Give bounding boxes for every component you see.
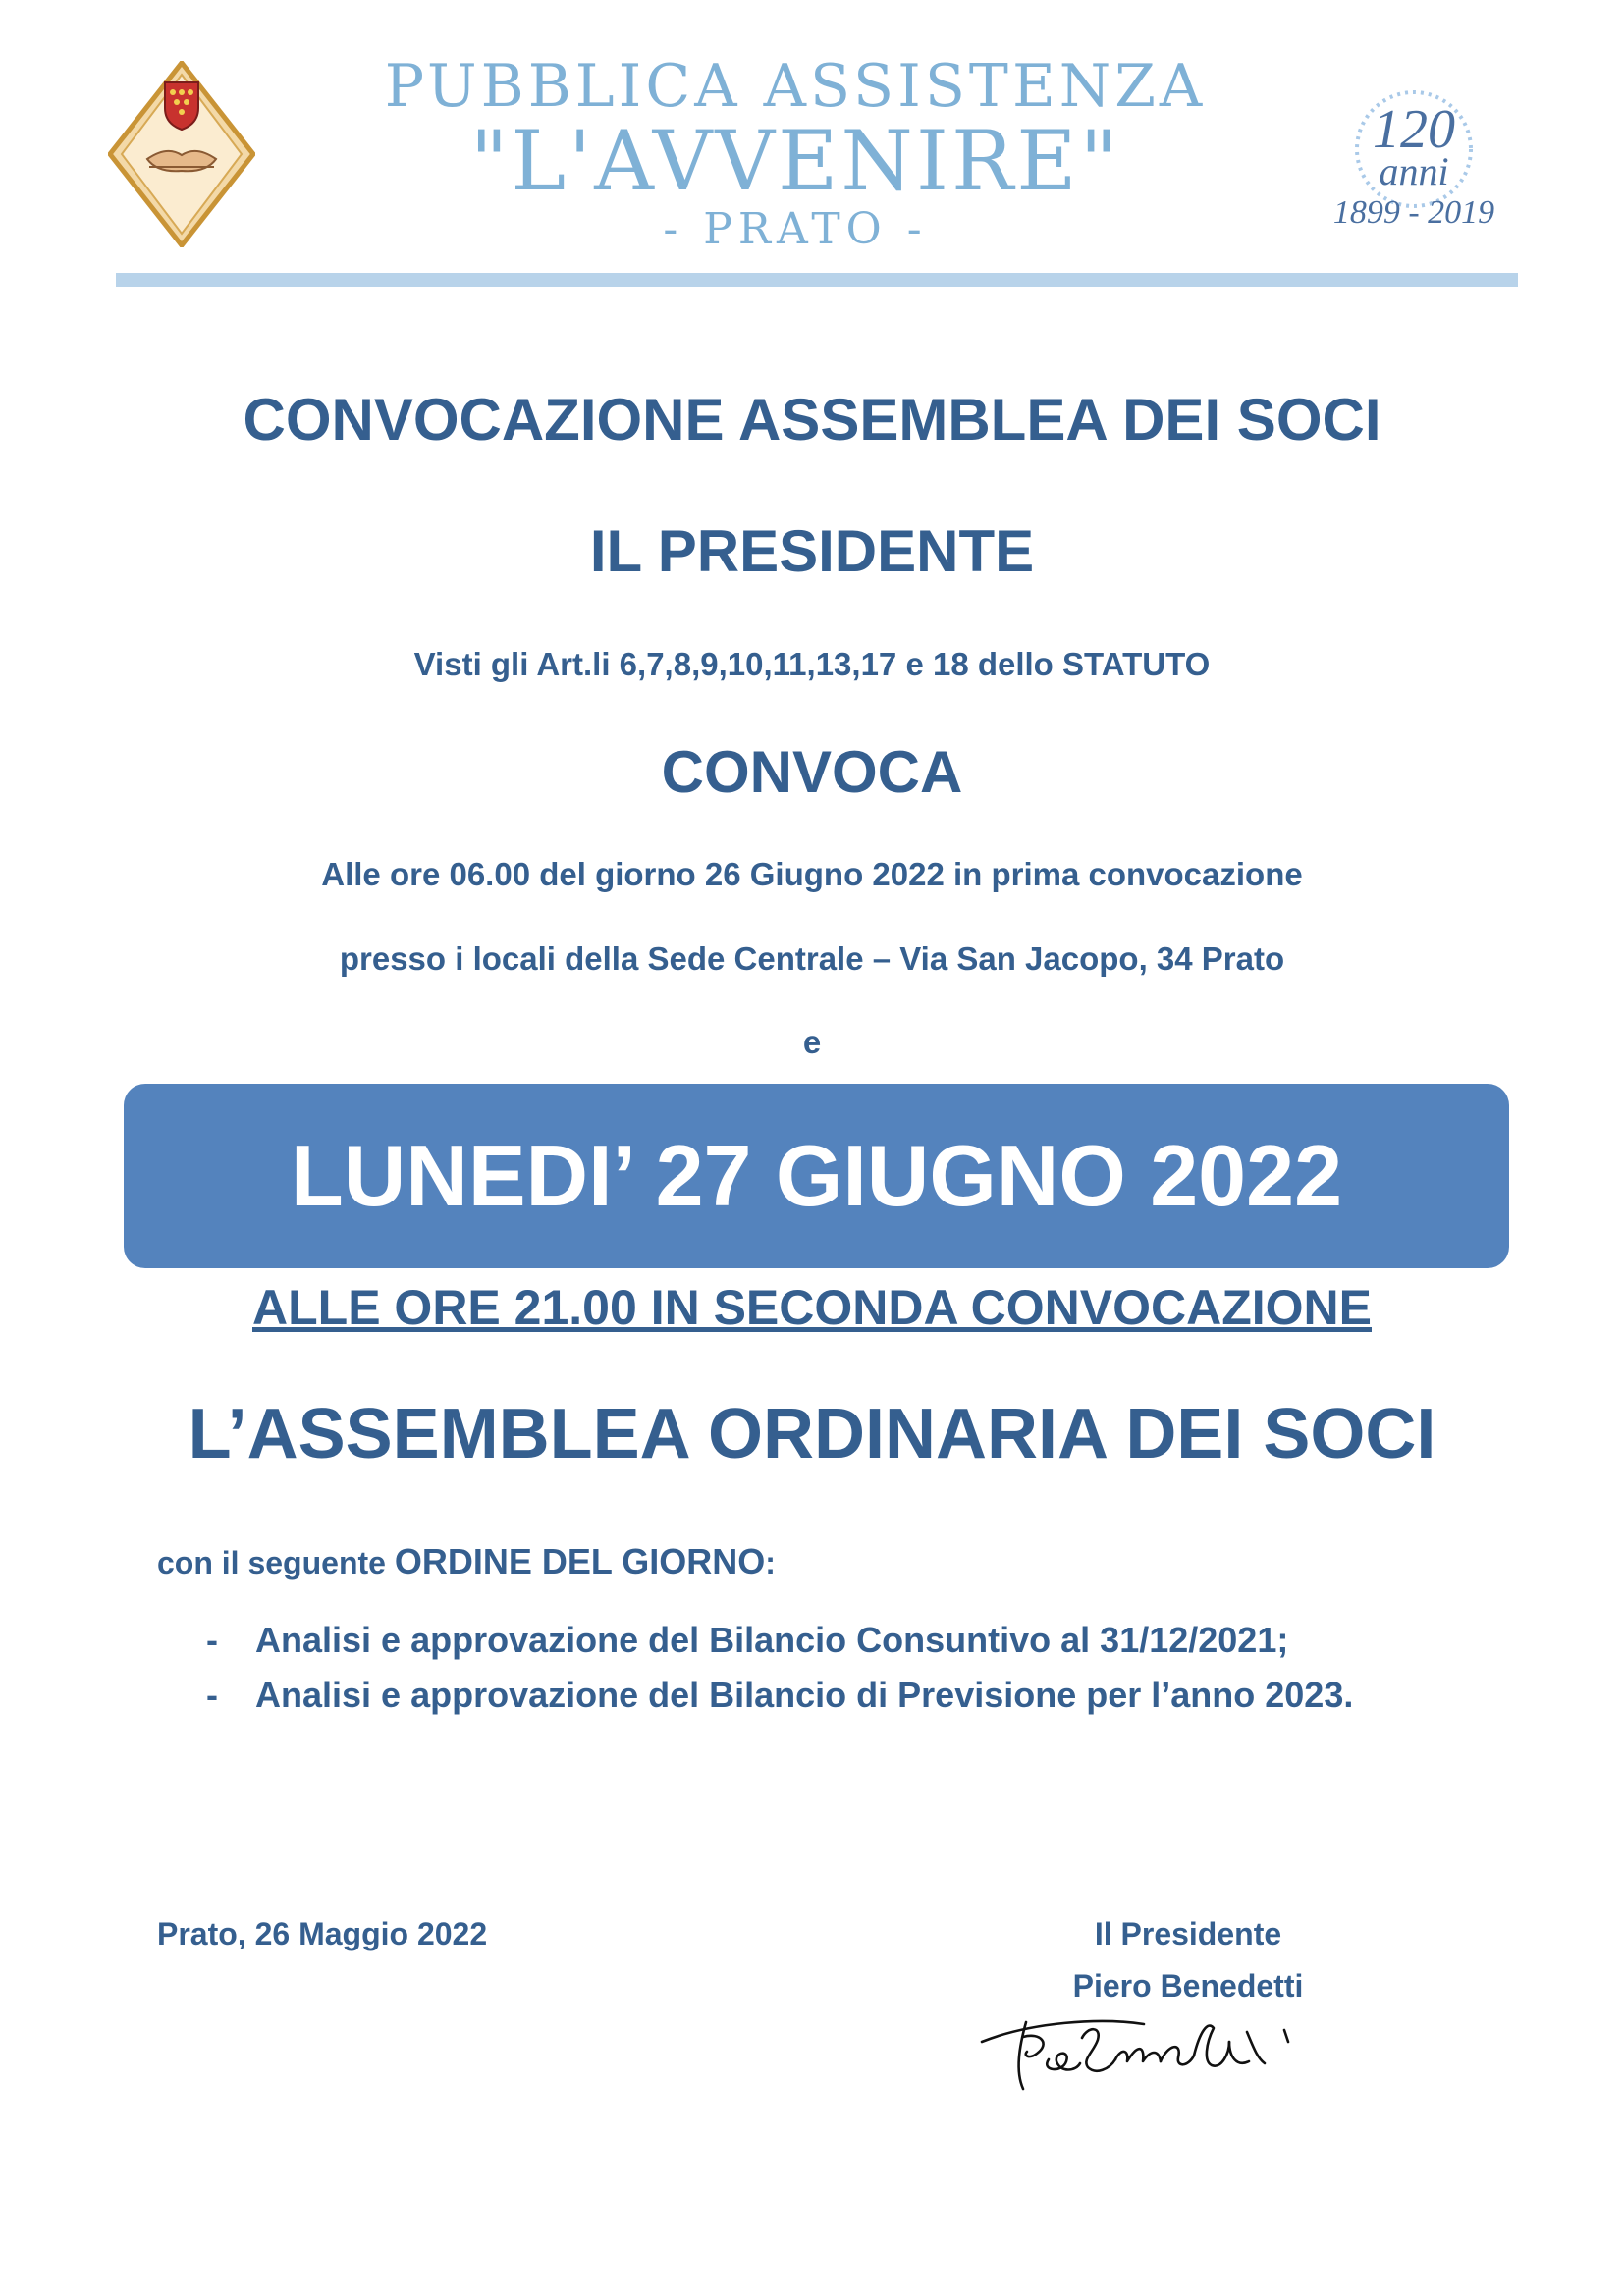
first-call-text: Alle ore 06.00 del giorno 26 Giugno 2022 in prima convocazione bbox=[321, 856, 1303, 892]
agenda-item: Analisi e approvazione del Bilancio Consuntivo al 31/12/2021; bbox=[255, 1620, 1289, 1660]
place-date: Prato, 26 Maggio 2022 bbox=[157, 1916, 488, 1951]
agenda-intro-key: ORDINE DEL GIORNO bbox=[394, 1541, 766, 1581]
agenda-bullet: - bbox=[206, 1675, 218, 1715]
handwritten-signature bbox=[972, 1983, 1345, 2101]
location-text: presso i locali della Sede Centrale – Via San Jacopo, 34 Prato bbox=[339, 940, 1285, 977]
org-name-line3: - PRATO - bbox=[663, 204, 928, 254]
conjunction-text: e bbox=[802, 1024, 822, 1060]
org-name-line2: "L'AVVENIRE" bbox=[469, 113, 1121, 209]
agenda-item: Analisi e approvazione del Bilancio di Previsione per l’anno 2023. bbox=[255, 1675, 1354, 1715]
president-heading: IL PRESIDENTE bbox=[589, 518, 1035, 584]
org-name-line1: PUBBLICA ASSISTENZA bbox=[384, 52, 1207, 121]
agenda-intro-post: : bbox=[765, 1545, 776, 1580]
anniversary-number: 120 bbox=[1373, 99, 1455, 160]
emblem-icon bbox=[108, 61, 255, 247]
agenda-intro bbox=[157, 1541, 776, 1582]
statute-reference: Visti gli Art.li 6,7,8,9,10,11,13,17 e 18 dello STATUTO bbox=[413, 646, 1211, 682]
agenda-bullet: - bbox=[206, 1620, 218, 1660]
second-call-text: ALLE ORE 21.00 IN SECONDA CONVOCAZIONE bbox=[252, 1280, 1372, 1335]
header-rule bbox=[116, 273, 1518, 287]
notice-title: CONVOCAZIONE ASSEMBLEA DEI SOCI bbox=[243, 387, 1381, 453]
anniversary-word: anni bbox=[1379, 149, 1449, 193]
signer-title: Il Presidente bbox=[1094, 1916, 1282, 1951]
anniversary-years: 1899 - 2019 bbox=[1332, 194, 1495, 231]
agenda-intro-pre: con il seguente bbox=[157, 1545, 386, 1580]
date-banner-text: LUNEDI’ 27 GIUGNO 2022 bbox=[290, 1127, 1343, 1224]
convoca-heading: CONVOCA bbox=[661, 739, 963, 805]
signer-name: Piero Benedetti bbox=[1072, 1968, 1304, 2003]
assembly-heading: L’ASSEMBLEA ORDINARIA DEI SOCI bbox=[188, 1395, 1436, 1473]
